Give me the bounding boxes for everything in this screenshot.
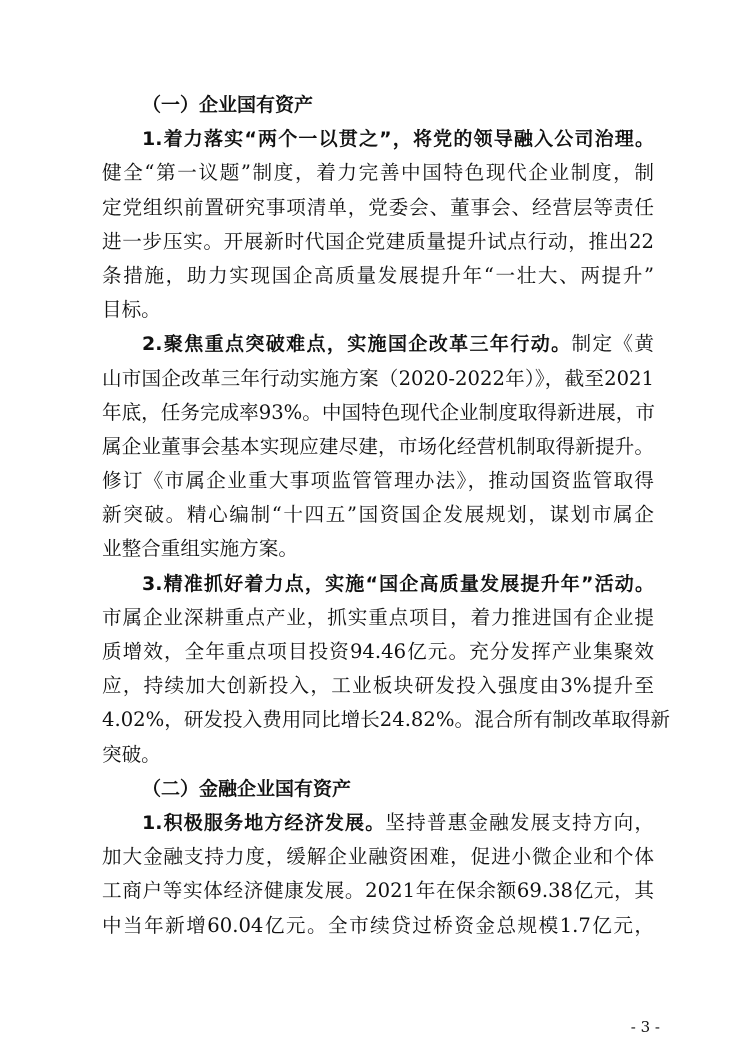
- paragraph-text: 制定《黄: [571, 332, 654, 356]
- paragraph-line: 目标。: [102, 298, 161, 322]
- item-2-first-line: [102, 327, 654, 361]
- item-2-title: 2.聚焦重点突破难点，实施国企改革三年行动。: [142, 333, 572, 356]
- paragraph-line: 应，持续加大创新投入，工业板块研发投入强度由3%提升至: [102, 674, 654, 698]
- paragraph-line: 修订《市属企业重大事项监管管理办法》，推动国资监管取得: [102, 469, 654, 493]
- item-4-first-line: [102, 806, 654, 840]
- paragraph-line: 定党组织前置研究事项清单，党委会、董事会、经营层等责任: [102, 195, 654, 219]
- page-number: - 3 -: [630, 1018, 660, 1036]
- document-body: [102, 88, 671, 943]
- paragraph-line: 加大金融支持力度，缓解企业融资困难，促进小微企业和个体: [102, 845, 654, 869]
- item-3-title: 3.精准抓好着力点，实施“国企高质量发展提升年”活动。: [142, 572, 654, 595]
- paragraph-line: 进一步压实。开展新时代国企党建质量提升试点行动，推出22: [102, 229, 654, 253]
- paragraph-line: 山市国企改革三年行动实施方案（2020-2022年）》，截至2021: [102, 366, 654, 390]
- paragraph-line: 属企业董事会基本实现应建尽建，市场化经营机制取得新提升。: [102, 434, 654, 458]
- paragraph-line: 质增效，全年重点项目投资94.46亿元。充分发挥产业集聚效: [102, 640, 654, 663]
- item-1-title: 1.着力落实“两个一以贯之”，将党的领导融入公司治理。: [142, 128, 654, 151]
- paragraph-line: 中当年新增60.04亿元。全市续贷过桥资金总规模1.7亿元，: [102, 913, 654, 937]
- paragraph-line: 4.02%，研发投入费用同比增长24.82%。混合所有制改革取得新: [102, 708, 671, 732]
- paragraph-line: 工商户等实体经济健康发展。2021年在保余额69.38亿元，其: [102, 879, 654, 903]
- paragraph-line: 市属企业深耕重点产业，抓实重点项目，着力推进国有企业提: [102, 605, 654, 629]
- paragraph-line: 条措施，助力实现国企高质量发展提升年“一壮大、两提升”: [102, 263, 654, 287]
- paragraph-line: 年底，任务完成率93%。中国特色现代企业制度取得新进展，市: [102, 400, 655, 424]
- paragraph-line: 健全“第一议题”制度，着力完善中国特色现代企业制度，制: [102, 161, 654, 185]
- section-heading-2: （二）金融企业国有资产: [142, 777, 352, 800]
- paragraph-line: 突破。: [102, 742, 161, 766]
- paragraph-line: 业整合重组实施方案。: [102, 537, 298, 561]
- paragraph-line: 新突破。精心编制“十四五”国资国企发展规划，谋划市属企: [102, 503, 654, 527]
- paragraph-text: 坚持普惠金融发展支持方向，: [385, 810, 654, 834]
- item-4-title: 1.积极服务地方经济发展。: [142, 811, 386, 834]
- section-heading-1: （一）企业国有资产: [142, 94, 314, 116]
